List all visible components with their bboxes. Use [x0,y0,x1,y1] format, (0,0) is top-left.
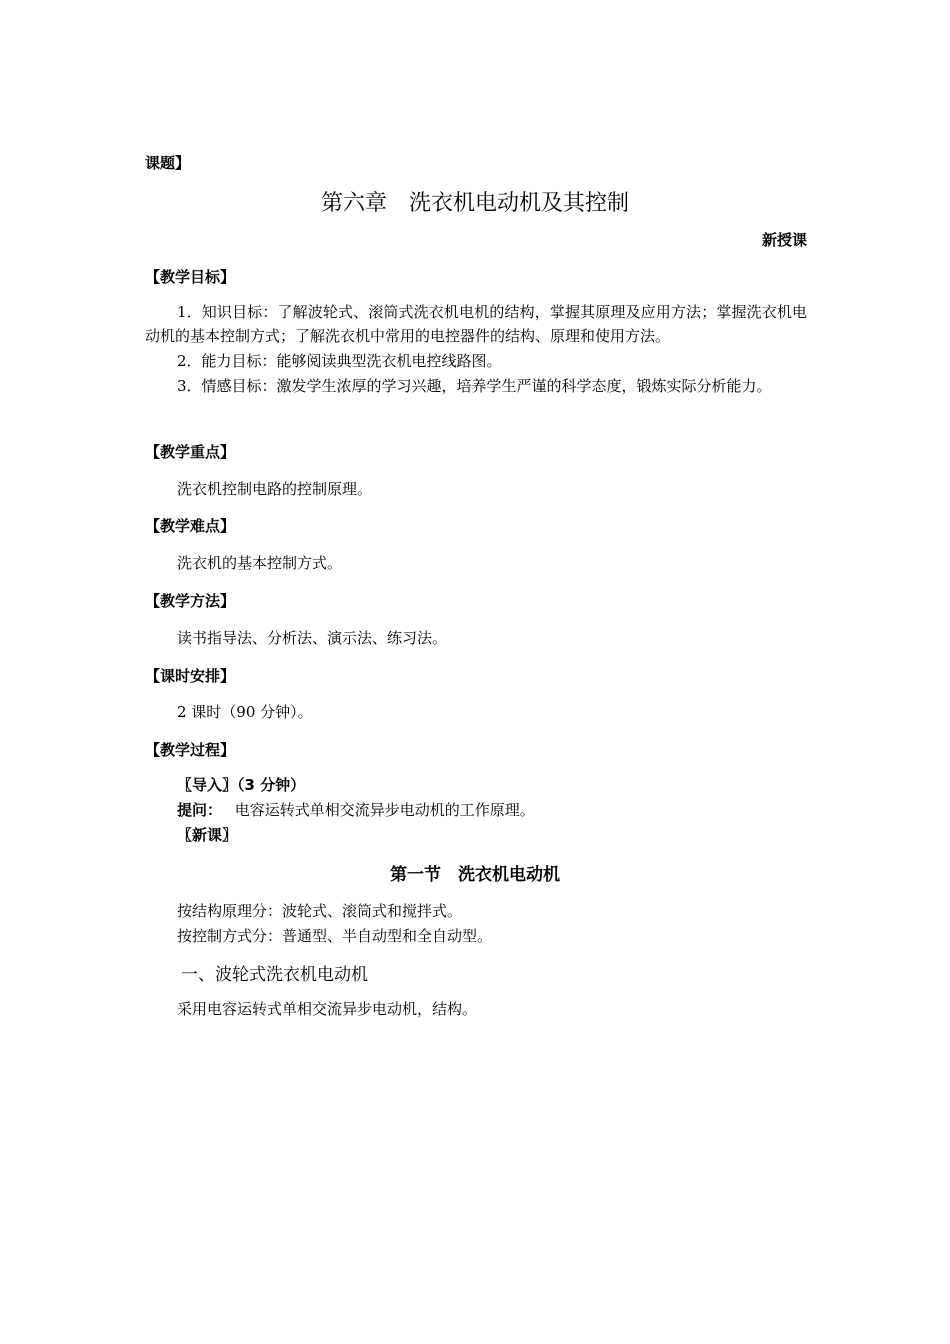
goals-heading: 【教学目标】 [145,268,236,286]
goal-item-ability: 2．能力目标：能够阅读典型洗衣机电控线路图。 [177,352,502,370]
chapter-title: 第六章 洗衣机电动机及其控制 [320,191,629,216]
goal-item-emotion: 3．情感目标：激发学生浓厚的学习兴趣，培养学生严谨的科学态度，锻炼实际分析能力。 [177,377,772,395]
subsection-title: 一、波轮式洗衣机电动机 [181,965,368,985]
methods-text: 读书指导法、分析法、演示法、练习法。 [177,629,448,647]
key-points-text: 洗衣机控制电路的控制原理。 [177,480,373,498]
goal-item-knowledge: 1．知识目标：了解波轮式、滚筒式洗衣机电机的结构，掌握其原理及应用方法；掌握洗衣机电动机的基本控制方式；了解洗衣机中常用的电控器件的结构、原理和使用方法。 [145,303,807,345]
difficulties-heading: 【教学难点】 [145,517,236,535]
schedule-heading: 【课时安排】 [145,667,236,685]
question-label: 提问： [177,801,223,819]
lesson-type: 新授课 [761,231,807,249]
process-heading: 【教学过程】 [145,741,236,759]
section-title: 第一节 洗衣机电动机 [390,865,560,885]
subsection-text: 采用电容运转式单相交流异步电动机，结构。 [177,1000,478,1018]
key-points-heading: 【教学重点】 [145,443,236,461]
difficulties-text: 洗衣机的基本控制方式。 [177,554,343,572]
new-lesson-label: 〖新课〗 [177,826,238,844]
schedule-text: 2 课时（90 分钟）。 [177,703,313,721]
topic-label: 课题】 [145,154,191,172]
question-text: 电容运转式单相交流异步电动机的工作原理。 [234,801,535,819]
question-line [177,798,535,822]
methods-heading: 【教学方法】 [145,592,236,610]
intro-label: 〖导入〗（3 分钟） [177,776,306,794]
classification-control: 按控制方式分：普通型、半自动型和全自动型。 [177,927,493,945]
classification-structure: 按结构原理分：波轮式、滚筒式和搅拌式。 [177,902,463,920]
